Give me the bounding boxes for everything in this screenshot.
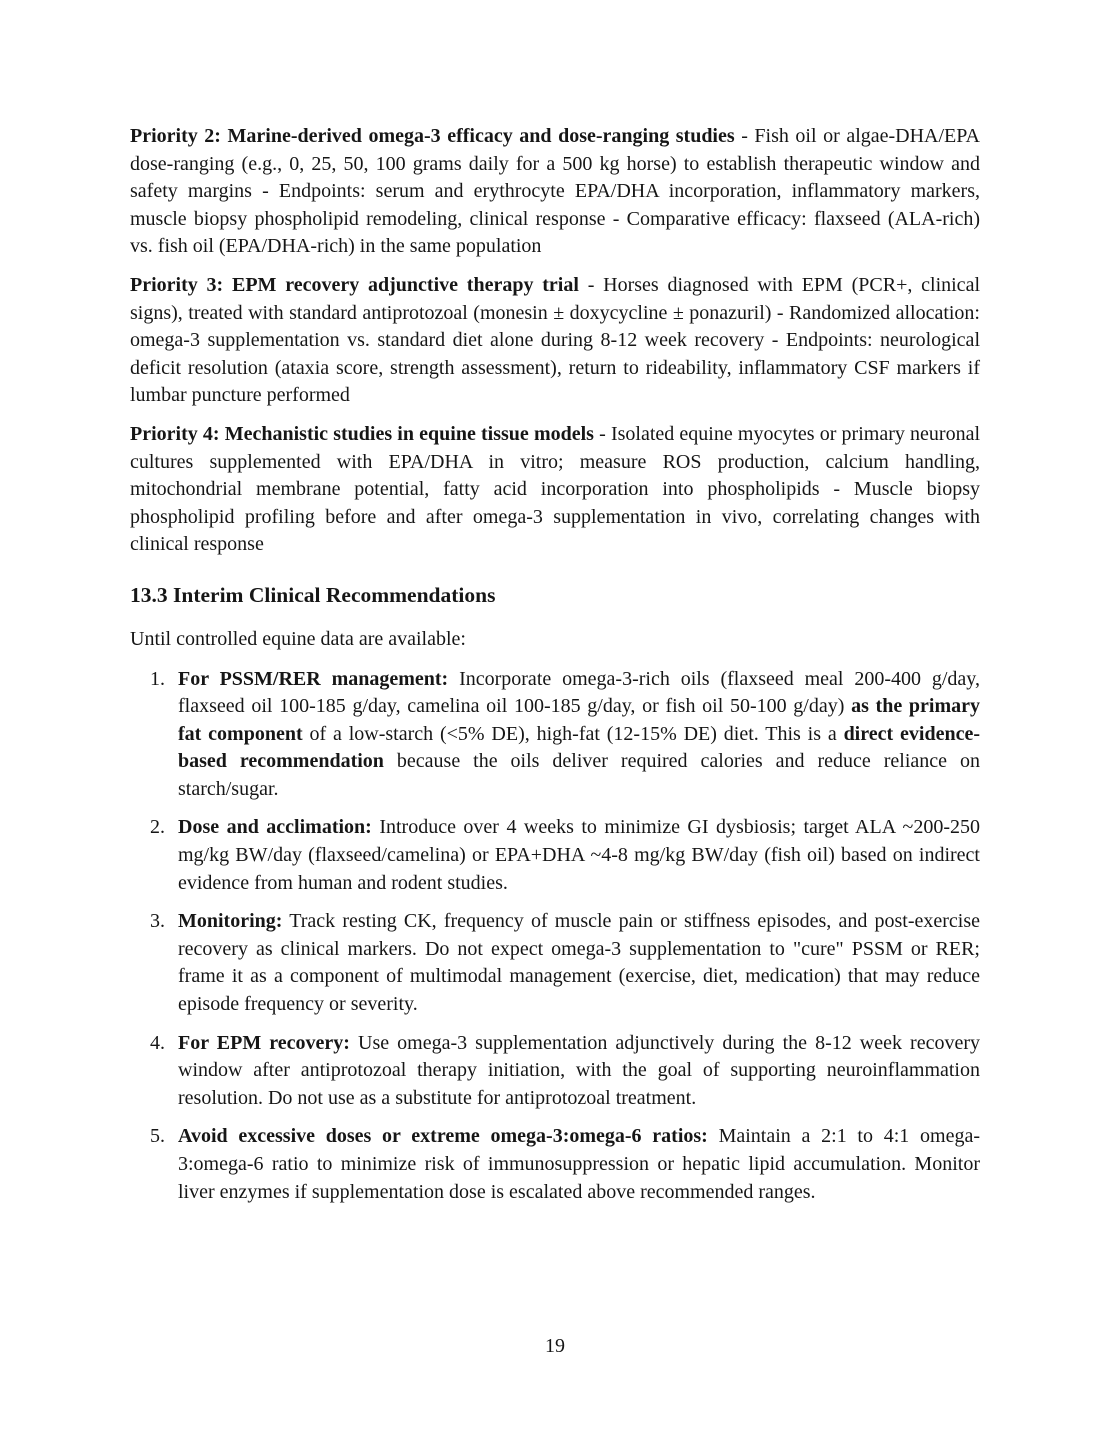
section-intro: Until controlled equine data are available: <box>130 627 466 650</box>
page-number: 19 <box>545 1335 565 1357</box>
list-item-text: Monitoring: Track resting CK, frequency of muscle pain or stiffness episodes, and post-exercise recovery as clinical markers. Do not expect omega-3 supplementation to "cure" PSSM or RER; frame it as a component of multimodal management (exercise, diet, medication) that may reduce episode frequency or severity. <box>178 910 980 1016</box>
document-page-body <box>130 123 980 1206</box>
list-item-number: 2. <box>150 816 165 839</box>
list-item-number: 3. <box>150 910 165 933</box>
list-item-text: For PSSM/RER management: Incorporate omega-3-rich oils (flaxseed meal 200-400 g/day, flaxseed oil 100-185 g/day, camelina oil 100-185 g/day, or fish oil 50-100 g/day) as the primary fat component of a low-starch (<5% DE), high-fat (12-15% DE) diet. This is a direct evidence-based recommendation because the oils deliver required calories and reduce reliance on starch/sugar. <box>178 667 980 800</box>
list-item-number: 1. <box>150 667 165 690</box>
section-heading: 13.3 Interim Clinical Recommendations <box>130 582 496 607</box>
list-item-pssm-rer <box>130 666 980 804</box>
list-item-epm-recovery <box>130 1030 980 1113</box>
list-item-dose-acclimation <box>130 814 980 897</box>
list-item-monitoring <box>130 908 980 1018</box>
list-item-avoid-excessive-doses <box>130 1123 980 1206</box>
list-item-text: For EPM recovery: Use omega-3 supplementation adjunctively during the 8-12 week recovery window after antiprotozoal therapy initiation, with the goal of supporting neuroinflammation resolution. Do not use as a substitute for antiprotozoal treatment. <box>178 1031 980 1109</box>
list-item-text: Avoid excessive doses or extreme omega-3:omega-6 ratios: Maintain a 2:1 to 4:1 omega-3:omega-6 ratio to minimize risk of immunosuppression or hepatic lipid accumulation. Monitor liver enzymes if supplementation dose is escalated above recommended ranges. <box>178 1125 980 1203</box>
list-item-number: 5. <box>150 1125 165 1148</box>
recommendations-list <box>130 666 980 1207</box>
paragraph-priority-2: Priority 2: Marine-derived omega-3 efficacy and dose-ranging studies - Fish oil or algae-DHA/EPA dose-ranging (e.g., 0, 25, 50, 100 grams daily for a 500 kg horse) to establish therapeutic window and safety margins - Endpoints: serum and erythrocyte EPA/DHA incorporation, inflammatory markers, muscle biopsy phospholipid remodeling, clinical response - Comparative efficacy: flaxseed (ALA-rich) vs. fish oil (EPA/DHA-rich) in the same population <box>130 125 980 258</box>
paragraph-priority-4: Priority 4: Mechanistic studies in equine tissue models - Isolated equine myocytes or primary neuronal cultures supplemented with EPA/DHA in vitro; measure ROS production, calcium handling, mitochondrial membrane potential, fatty acid incorporation into phospholipids - Muscle biopsy phospholipid profiling before and after omega-3 supplementation in vivo, correlating changes with clinical response <box>130 422 981 556</box>
list-item-text: Dose and acclimation: Introduce over 4 weeks to minimize GI dysbiosis; target ALA ~200-250 mg/kg BW/day (flaxseed/camelina) or EPA+DHA ~4-8 mg/kg BW/day (fish oil) based on indirect evidence from human and rodent studies. <box>178 816 980 894</box>
list-item-number: 4. <box>150 1031 165 1054</box>
paragraph-priority-3: Priority 3: EPM recovery adjunctive therapy trial - Horses diagnosed with EPM (PCR+, clinical signs), treated with standard antiprotozoal (monesin ± doxycycline ± ponazuril) - Randomized allocation: omega-3 supplementation vs. standard diet alone during 8-12 week recovery - Endpoints: neurological deficit resolution (ataxia score, strength assessment), return to rideability, inflammatory CSF markers if lumbar puncture performed <box>130 273 980 407</box>
